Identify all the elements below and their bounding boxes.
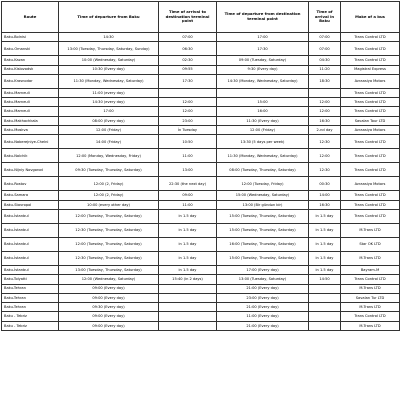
cell-arrival-in-baku: in 1.5 day: [309, 265, 341, 274]
cell-arrival-in-baku: [309, 88, 341, 97]
cell-arrival-to-destination: 11:00: [159, 200, 217, 209]
cell-departure-from-destination: 15:00 (Tuesday, Thursday, Saturday): [217, 209, 309, 223]
cell-departure-from-destination: 17:00 (Every day): [217, 265, 309, 274]
cell-arrival-to-destination: in 1.5 day: [159, 223, 217, 237]
cell-make-of-bus: Trans Control LTD: [341, 42, 400, 56]
cell-route: Baku-Marneuli: [2, 88, 59, 97]
cell-make-of-bus: Trans Control LTD: [341, 149, 400, 163]
cell-make-of-bus: Trans Control LTD: [341, 107, 400, 116]
cell-departure-from-baku: 12:00 (Tuesday, Thursday, Saturday): [59, 209, 159, 223]
cell-arrival-to-destination: [159, 88, 217, 97]
cell-departure-from-baku: 12:00 (Monday, Wednesday, Friday): [59, 149, 159, 163]
cell-departure-from-baku: 09:00 (Every day): [59, 284, 159, 293]
cell-make-of-bus: M.Trans LTD: [341, 284, 400, 293]
cell-departure-from-destination: 16:00: [217, 107, 309, 116]
cell-make-of-bus: M.Trans LTD: [341, 321, 400, 330]
cell-make-of-bus: Trans Control LTD: [341, 200, 400, 209]
cell-make-of-bus: Trans Control LTD: [341, 33, 400, 42]
cell-route: Baku-İstanbul: [2, 251, 59, 265]
cell-departure-from-destination: 21:00 (Every day): [217, 284, 309, 293]
cell-departure-from-baku: 12:00 (Tuesday, Thursday, Saturday): [59, 237, 159, 251]
cell-make-of-bus: M.Trans LTD: [341, 303, 400, 312]
cell-route: Baku-Tehran: [2, 303, 59, 312]
table-row: [2, 251, 400, 265]
cell-arrival-to-destination: [159, 303, 217, 312]
schedule-body: [2, 33, 400, 331]
header-departure-from-baku: Time of departure from Baku: [59, 2, 159, 33]
cell-make-of-bus: Trans Control LTD: [341, 163, 400, 177]
bus-schedule-table: [1, 1, 400, 331]
cell-departure-from-baku: 09:30 (Every day): [59, 303, 159, 312]
table-row: [2, 303, 400, 312]
cell-arrival-to-destination: in 1.5 day: [159, 209, 217, 223]
cell-route: Baku-Nijniy Novgorod: [2, 163, 59, 177]
cell-departure-from-baku: 12:00 (2, Friday): [59, 177, 159, 191]
cell-departure-from-baku: 13:00 (Tuesday, Thursday, Saturday, Sunday): [59, 42, 159, 56]
cell-make-of-bus: Bayram-M: [341, 265, 400, 274]
cell-arrival-in-baku: 14:50: [309, 275, 341, 284]
cell-arrival-to-destination: in 1.5 day: [159, 265, 217, 274]
cell-arrival-to-destination: 17:30: [159, 74, 217, 88]
table-row: [2, 74, 400, 88]
cell-arrival-in-baku: 07:00: [309, 33, 341, 42]
cell-arrival-to-destination: 12:00: [159, 107, 217, 116]
cell-make-of-bus: Trans Control LTD: [341, 209, 400, 223]
cell-departure-from-baku: 10:00 (every other day): [59, 200, 159, 209]
cell-route: Baku-Tehran: [2, 284, 59, 293]
cell-departure-from-baku: 13:00 (Tuesday, Thursday, Saturday): [59, 265, 159, 274]
cell-arrival-in-baku: 18:30: [309, 74, 341, 88]
table-row: [2, 223, 400, 237]
cell-arrival-in-baku: 12:00: [309, 107, 341, 116]
cell-arrival-in-baku: 12:00: [309, 98, 341, 107]
cell-departure-from-baku: 14:30 (every day): [59, 98, 159, 107]
cell-arrival-in-baku: [309, 293, 341, 302]
cell-departure-from-baku: 09:30 (Tuesday, Thursday, Saturday): [59, 163, 159, 177]
cell-departure-from-destination: 09:00 (Tuesday, Saturday): [217, 56, 309, 65]
cell-departure-from-baku: 12:30 (Tuesday, Thursday, Saturday): [59, 251, 159, 265]
cell-route: Baku-Nalchik: [2, 149, 59, 163]
cell-arrival-to-destination: 22:30 (the next day): [159, 177, 217, 191]
cell-arrival-in-baku: 07:00: [309, 42, 341, 56]
cell-route: Baku - Tebriz: [2, 321, 59, 330]
cell-arrival-to-destination: in 1.5 day: [159, 251, 217, 265]
cell-arrival-in-baku: in 1.5 day: [309, 209, 341, 223]
cell-departure-from-baku: 11:00 (every day): [59, 88, 159, 97]
cell-make-of-bus: Star OK LTD: [341, 237, 400, 251]
cell-arrival-in-baku: [309, 284, 341, 293]
table-row: [2, 42, 400, 56]
cell-arrival-in-baku: in 1.5 day: [309, 251, 341, 265]
cell-route: Baku-İstanbul: [2, 237, 59, 251]
cell-departure-from-destination: [217, 88, 309, 97]
cell-arrival-in-baku: in 1.5 day: [309, 237, 341, 251]
cell-route: Baku-Tehran: [2, 293, 59, 302]
cell-route: Baku-Kislovodsk: [2, 65, 59, 74]
cell-make-of-bus: Trans Control LTD: [341, 191, 400, 200]
table-row: [2, 293, 400, 302]
cell-arrival-to-destination: 06:30: [159, 42, 217, 56]
cell-departure-from-destination: 08:00 (Tuesday, Thursday, Saturday): [217, 163, 309, 177]
cell-make-of-bus: M.Trans LTD: [341, 223, 400, 237]
cell-route: Baku-Bolnisi: [2, 33, 59, 42]
cell-departure-from-baku: 14:30: [59, 33, 159, 42]
table-row: [2, 98, 400, 107]
cell-make-of-bus: Savalan Tour LTD: [341, 116, 400, 125]
cell-departure-from-destination: 21:00 (Every day): [217, 303, 309, 312]
cell-route: Baku-Krasnodar: [2, 74, 59, 88]
cell-arrival-to-destination: 13:00: [159, 163, 217, 177]
cell-arrival-in-baku: [309, 303, 341, 312]
cell-arrival-to-destination: 23:00: [159, 116, 217, 125]
cell-route: Baku-Marneuli: [2, 107, 59, 116]
table-row: [2, 116, 400, 125]
cell-arrival-to-destination: 15:40 (in 2 days): [159, 275, 217, 284]
cell-departure-from-baku: 09:00 (Every day): [59, 312, 159, 321]
cell-route: Baku-Omanski: [2, 42, 59, 56]
table-row: [2, 135, 400, 149]
cell-arrival-in-baku: 12:00: [309, 149, 341, 163]
cell-departure-from-baku: 09:00 (Every day): [59, 321, 159, 330]
cell-departure-from-baku: 11:30 (Monday, Wednesday, Saturday): [59, 74, 159, 88]
cell-arrival-to-destination: [159, 321, 217, 330]
cell-departure-from-destination: 16:00 (Tuesday, Thursday, Saturday): [217, 237, 309, 251]
cell-arrival-in-baku: [309, 321, 341, 330]
cell-departure-from-destination: 13:30 (5 days per week): [217, 135, 309, 149]
cell-make-of-bus: Trans Control LTD: [341, 98, 400, 107]
cell-arrival-in-baku: 00:30: [309, 177, 341, 191]
cell-arrival-in-baku: 11:20: [309, 65, 341, 74]
header-departure-from-destination: Time of departure from destination terminal point: [217, 2, 309, 33]
cell-departure-from-baku: 12:30 (Tuesday, Thursday, Saturday): [59, 223, 159, 237]
table-row: [2, 200, 400, 209]
cell-arrival-in-baku: 12:30: [309, 163, 341, 177]
cell-make-of-bus: Avraasiya Motors: [341, 126, 400, 135]
cell-departure-from-destination: 15:00 (Tuesday, Thursday, Saturday): [217, 223, 309, 237]
table-row: [2, 107, 400, 116]
cell-make-of-bus: M.Trans LTD: [341, 251, 400, 265]
cell-route: Baku-Makhachkala: [2, 116, 59, 125]
cell-arrival-to-destination: 10:50: [159, 135, 217, 149]
table-row: [2, 321, 400, 330]
cell-arrival-to-destination: 09:00: [159, 191, 217, 200]
cell-arrival-in-baku: 2-nd day: [309, 126, 341, 135]
cell-route: Baku-Moskva: [2, 126, 59, 135]
table-row: [2, 126, 400, 135]
table-row: [2, 149, 400, 163]
cell-arrival-in-baku: 04:30: [309, 56, 341, 65]
cell-departure-from-destination: 11:30 (Every day): [217, 116, 309, 125]
cell-departure-from-baku: 09:00 (Every day): [59, 293, 159, 302]
cell-arrival-in-baku: 16:30: [309, 200, 341, 209]
cell-route: Baku-Marneuli: [2, 98, 59, 107]
cell-arrival-to-destination: 09:55: [159, 65, 217, 74]
cell-departure-from-destination: 23:00 (Every day): [217, 293, 309, 302]
cell-arrival-in-baku: in 1.5 day: [309, 223, 341, 237]
cell-route: Baku-Tolyatti: [2, 275, 59, 284]
cell-route: Baku-Kazan: [2, 56, 59, 65]
cell-arrival-to-destination: 12:00: [159, 98, 217, 107]
cell-departure-from-destination: 15:00 (Tuesday, Thursday, Saturday): [217, 251, 309, 265]
table-row: [2, 33, 400, 42]
cell-departure-from-destination: 15:00 (Wednesday, Saturday): [217, 191, 309, 200]
cell-departure-from-destination: 12:00 (Tuesday, Friday): [217, 177, 309, 191]
cell-arrival-to-destination: 11:00: [159, 149, 217, 163]
table-row: [2, 65, 400, 74]
cell-route: Baku-İstanbul: [2, 265, 59, 274]
cell-route: Baku-İstanbul: [2, 223, 59, 237]
cell-departure-from-destination: 15:00: [217, 98, 309, 107]
cell-departure-from-destination: 14:30 (Monday, Wednesday, Saturday): [217, 74, 309, 88]
cell-departure-from-destination: 11:30 (Monday, Wednesday, Saturday): [217, 149, 309, 163]
table-row: [2, 265, 400, 274]
cell-arrival-in-baku: 14:00: [309, 191, 341, 200]
cell-departure-from-destination: 11:00 (Every day): [217, 312, 309, 321]
cell-arrival-in-baku: 16:30: [309, 116, 341, 125]
table-row: [2, 312, 400, 321]
cell-arrival-to-destination: İn Tuesday: [159, 126, 217, 135]
cell-arrival-to-destination: 07:00: [159, 33, 217, 42]
cell-departure-from-destination: 13:00 (Tuesday, Saturday): [217, 275, 309, 284]
cell-arrival-to-destination: in 1.5 day: [159, 237, 217, 251]
cell-route: Baku - Tebriz: [2, 312, 59, 321]
cell-departure-from-baku: 12:00 (Friday): [59, 126, 159, 135]
cell-make-of-bus: Trans Control LTD: [341, 312, 400, 321]
cell-departure-from-destination: 21:00 (Every day): [217, 321, 309, 330]
header-make-of-bus: Make of a bus: [341, 2, 400, 33]
cell-departure-from-destination: 17:30: [217, 42, 309, 56]
cell-departure-from-baku: 10:00 (Wednesday, Saturday): [59, 56, 159, 65]
table-row: [2, 88, 400, 97]
cell-departure-from-baku: 10:30 (Every day): [59, 65, 159, 74]
cell-arrival-to-destination: 02:30: [159, 56, 217, 65]
cell-departure-from-destination: 13:00 (Bir gündən bir): [217, 200, 309, 209]
cell-departure-from-baku: 17:00: [59, 107, 159, 116]
cell-make-of-bus: Magistral Express: [341, 65, 400, 74]
cell-make-of-bus: Trans Control LTD: [341, 88, 400, 97]
cell-departure-from-destination: 12:00 (Friday): [217, 126, 309, 135]
cell-route: Baku-Rostov: [2, 177, 59, 191]
table-row: [2, 191, 400, 200]
cell-make-of-bus: Trans Control LTD: [341, 56, 400, 65]
cell-arrival-in-baku: 12:30: [309, 135, 341, 149]
table-row: [2, 163, 400, 177]
table-row: [2, 237, 400, 251]
cell-departure-from-destination: 9:30 (Every day): [217, 65, 309, 74]
table-row: [2, 56, 400, 65]
table-row: [2, 284, 400, 293]
cell-departure-from-baku: 08:00 (Every day): [59, 116, 159, 125]
table-row: [2, 209, 400, 223]
cell-make-of-bus: Trans Control LTD: [341, 275, 400, 284]
table-row: [2, 177, 400, 191]
cell-departure-from-baku: 14:00 (Friday): [59, 135, 159, 149]
cell-make-of-bus: Trans Control LTD: [341, 135, 400, 149]
cell-arrival-to-destination: [159, 312, 217, 321]
cell-departure-from-destination: 17:00: [217, 33, 309, 42]
cell-departure-from-baku: 12:00 (2, Friday): [59, 191, 159, 200]
cell-arrival-to-destination: [159, 284, 217, 293]
cell-route: Baku-Naberejniye-Chelni: [2, 135, 59, 149]
header-arrival-in-baku: Time of arrival in Baku: [309, 2, 341, 33]
table-row: [2, 275, 400, 284]
cell-route: Baku-Stavropol: [2, 200, 59, 209]
cell-departure-from-baku: 12:00 (Wednesday, Saturday): [59, 275, 159, 284]
cell-route: Baku-İstanbul: [2, 209, 59, 223]
cell-route: Baku-Samara: [2, 191, 59, 200]
header-row: [2, 2, 400, 33]
header-arrival-to-destination: Time of arrival to destination terminal point: [159, 2, 217, 33]
header-route: Route: [2, 2, 59, 33]
cell-make-of-bus: Savalan Tur LTD: [341, 293, 400, 302]
cell-arrival-in-baku: [309, 312, 341, 321]
cell-make-of-bus: Avraasiya Motors: [341, 177, 400, 191]
cell-make-of-bus: Avraasiya Motors: [341, 74, 400, 88]
cell-arrival-to-destination: [159, 293, 217, 302]
